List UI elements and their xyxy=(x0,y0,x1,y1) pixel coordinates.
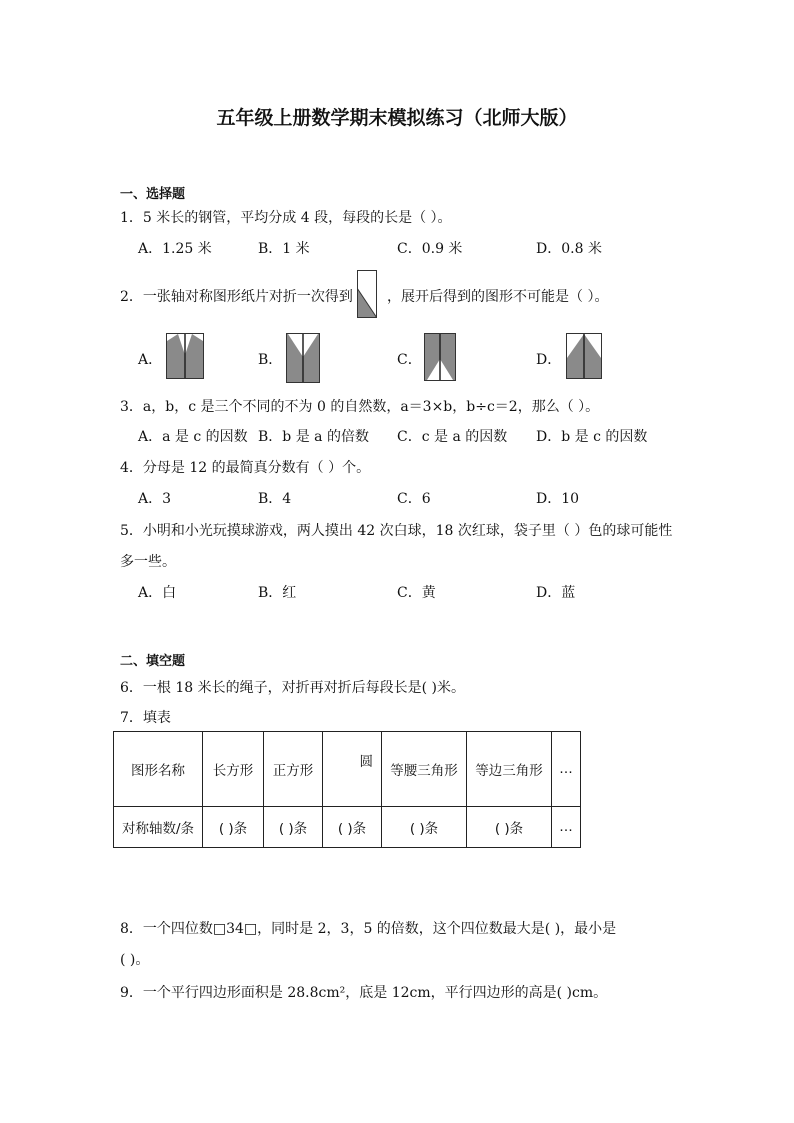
q1-option-a: A．1.25 米 xyxy=(138,241,212,257)
q2-shape-c xyxy=(424,333,456,381)
q2-shape-a xyxy=(166,333,204,379)
q3-option-d: D．b 是 c 的因数 xyxy=(536,429,648,445)
question-4-stem: 4．分母是 12 的最简真分数有（ ）个。 xyxy=(120,460,371,476)
question-1-stem: 1．5 米长的钢管，平均分成 4 段，每段的长是（ ）。 xyxy=(120,210,452,226)
q5-option-d: D．蓝 xyxy=(536,585,576,601)
table-header-cell: 正方形 xyxy=(264,732,323,807)
page-title: 五年级上册数学期末模拟练习（北师大版） xyxy=(216,107,578,129)
question-5-stem-line2: 多一些。 xyxy=(120,554,176,570)
table-header-circle-label: 圆 xyxy=(359,754,373,770)
q2-option-b: B． xyxy=(258,352,283,368)
question-8-stem-line1: 8．一个四位数□34□，同时是 2，3，5 的倍数，这个四位数最大是( )，最小是 xyxy=(120,921,617,937)
table-cell: … xyxy=(552,807,581,848)
table-header-row xyxy=(114,732,581,807)
table-header-cell: 图形名称 xyxy=(114,732,203,807)
q2-shape-d xyxy=(566,333,602,379)
q2-option-a: A． xyxy=(138,352,163,368)
q1-option-d: D．0.8 米 xyxy=(536,241,602,257)
q3-option-a: A．a 是 c 的因数 xyxy=(138,429,248,445)
q3-option-b: B．b 是 a 的倍数 xyxy=(258,429,369,445)
q3-option-c: C．c 是 a 的因数 xyxy=(397,429,508,445)
table-cell: ( )条 xyxy=(323,807,382,848)
q5-option-c: C．黄 xyxy=(397,585,436,601)
table-header-cell: 等腰三角形 xyxy=(382,732,467,807)
question-5-stem-line1: 5．小明和小光玩摸球游戏，两人摸出 42 次白球，18 次红球，袋子里（ ）色的球可能性 xyxy=(120,523,673,539)
q4-option-d: D．10 xyxy=(536,491,580,507)
symmetry-axis-table xyxy=(113,731,581,848)
q5-option-a: A．白 xyxy=(138,585,177,601)
table-header-cell: 等边三角形 xyxy=(467,732,552,807)
table-row xyxy=(114,807,581,848)
table-cell: 对称轴数/条 xyxy=(114,807,203,848)
table-header-cell xyxy=(323,732,382,807)
q4-option-c: C．6 xyxy=(397,491,431,507)
table-header-cell: 长方形 xyxy=(203,732,264,807)
q4-option-a: A．3 xyxy=(138,491,172,507)
question-2-stem-part1: 2．一张轴对称图形纸片对折一次得到 xyxy=(120,289,353,305)
table-cell: ( )条 xyxy=(382,807,467,848)
question-9-stem: 9．一个平行四边形面积是 28.8cm²，底是 12cm，平行四边形的高是( )cm。 xyxy=(120,985,608,1001)
question-6-stem: 6．一根 18 米长的绳子，对折再对折后每段长是( )米。 xyxy=(120,680,465,696)
q2-option-c: C． xyxy=(397,352,422,368)
question-8-stem-line2: ( )。 xyxy=(120,952,150,968)
section-heading-choice: 一、选择题 xyxy=(120,187,186,202)
question-3-stem: 3．a，b，c 是三个不同的不为 0 的自然数，a＝3×b，b÷c＝2，那么（ ）。 xyxy=(120,399,600,415)
question-2-stem-part2: ，展开后得到的图形不可能是（ ）。 xyxy=(387,289,609,305)
q2-shape-b xyxy=(286,333,320,383)
q2-option-d: D． xyxy=(536,352,562,368)
table-cell: ( )条 xyxy=(203,807,264,848)
folded-paper-figure xyxy=(357,270,377,318)
table-cell: ( )条 xyxy=(264,807,323,848)
table-header-cell: … xyxy=(552,732,581,807)
section-heading-fill: 二、填空题 xyxy=(120,654,186,669)
question-7-stem: 7．填表 xyxy=(120,710,171,726)
q5-option-b: B．红 xyxy=(258,585,297,601)
q1-option-b: B．1 米 xyxy=(258,241,310,257)
q4-option-b: B．4 xyxy=(258,491,292,507)
q1-option-c: C．0.9 米 xyxy=(397,241,463,257)
table-cell: ( )条 xyxy=(467,807,552,848)
